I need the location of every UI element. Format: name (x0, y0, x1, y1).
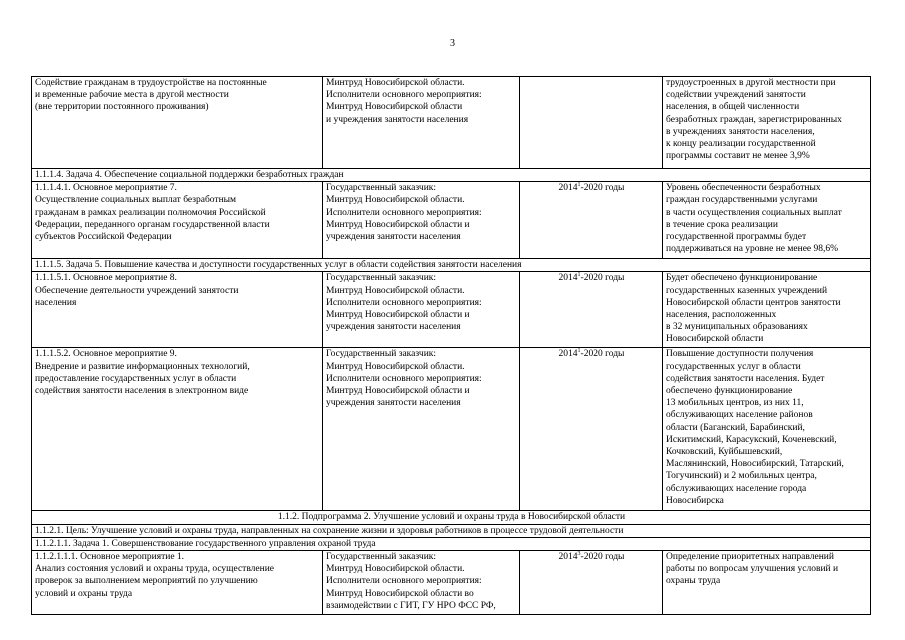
table-row (32, 272, 871, 348)
activity-cell: 1.1.2.1.1.1. Основное мероприятие 1. Анализ состояния условий и охраны труда, осуществление проверок за выполнением мероприятий по улучшению условий и охраны труда (32, 551, 323, 615)
executor-cell: Государственный заказчик: Минтруд Новосибирской области. Исполнители основного мероприятия: Минтруд Новосибирской области во взаимодействии с ГИТ, ГУ НРО ФСС РФ, (323, 551, 520, 615)
table-row (32, 348, 871, 511)
task-heading: 1.1.1.5. Задача 5. Повышение качества и доступности государственных услуг в области содействия занятости населения (32, 259, 871, 272)
executor-cell: Государственный заказчик: Минтруд Новосибирской области. Исполнители основного мероприятия: Минтруд Новосибирской области и учреждения занятости населения (323, 272, 520, 348)
period-cell (520, 77, 663, 169)
executor-cell: Минтруд Новосибирской области. Исполнители основного мероприятия: Минтруд Новосибирской области и учреждения занятости населения (323, 77, 520, 169)
section-row (32, 511, 871, 524)
table-row (32, 551, 871, 615)
section-row (32, 169, 871, 182)
result-cell: трудоустроенных в другой местности при содействии учреждений занятости населения, в общей численности безработных граждан, зарегистрированных в учреждениях занятости населения, к концу реализации государственной программы составит не менее 3,9% (663, 77, 871, 169)
page-number: 3 (450, 38, 455, 49)
result-cell: Повышение доступности получения государственных услуг в области содействия занятости населения. Будет обеспечено функционирование 13 мобильных центров, из них 11, обслуживающих население районов области (Баганский, Барабинский, Искитимский, Карасукский, Коченевский, Кочковский, Куйбышевский, Маслянинский, Новосибирский, Татарский, Тогучинский) и 2 мобильных центра, обслуживающих население города Новосибирска (663, 348, 871, 511)
section-row (32, 524, 871, 537)
period-cell: 2014$^1$-2020 годы (520, 272, 663, 348)
activity-cell: 1.1.1.5.2. Основное мероприятие 9. Внедрение и развитие информационных технологий, предоставление государственных услуг в области содействия занятости населения в электронном виде (32, 348, 323, 511)
task-heading: 1.1.1.4. Задача 4. Обеспечение социальной поддержки безработных граждан (32, 169, 871, 182)
result-cell: Будет обеспечено функционирование государственных казенных учреждений Новосибирской области центров занятости населения, расположенных в 32 муниципальных образованиях Новосибирской области (663, 272, 871, 348)
table-row (32, 77, 871, 169)
activity-cell: Содействие гражданам в трудоустройстве на постоянные и временные рабочие места в другой местности (вне территории постоянного проживания) (32, 77, 323, 169)
executor-cell: Государственный заказчик: Минтруд Новосибирской области. Исполнители основного мероприятия: Минтруд Новосибирской области и учреждения занятости населения (323, 348, 520, 511)
table-row (32, 182, 871, 259)
activity-cell: 1.1.1.4.1. Основное мероприятие 7. Осуществление социальных выплат безработным гражданам в рамках реализации полномочия Российской Федерации, переданного органам государственной власти субъектов Российской Федерации (32, 182, 323, 259)
period-cell: 2014$^1$-2020 годы (520, 182, 663, 259)
goal-heading: 1.1.2.1. Цель: Улучшение условий и охраны труда, направленных на сохранение жизни и здоровья работников в процессе трудовой деятельности (32, 524, 871, 537)
activity-cell: 1.1.1.5.1. Основное мероприятие 8. Обеспечение деятельности учреждений занятости населения (32, 272, 323, 348)
result-cell: Уровень обеспеченности безработных граждан государственными услугами в части осуществления социальных выплат в течение срока реализации государственной программы будет поддерживаться на уровне не менее 98,6% (663, 182, 871, 259)
task-heading: 1.1.2.1.1. Задача 1. Совершенствование государственного управления охраной труда (32, 537, 871, 550)
section-row (32, 259, 871, 272)
subprogram-heading: 1.1.2. Подпрограмма 2. Улучшение условий и охраны труда в Новосибирской области (32, 511, 871, 524)
period-cell: 2014$^1$-2020 годы (520, 348, 663, 511)
program-table (31, 76, 871, 615)
executor-cell: Государственный заказчик: Минтруд Новосибирской области. Исполнители основного мероприятия: Минтруд Новосибирской области и учреждения занятости населения (323, 182, 520, 259)
section-row (32, 537, 871, 550)
period-cell: 2014$^3$-2020 годы (520, 551, 663, 615)
result-cell: Определение приоритетных направлений работы по вопросам улучшения условий и охраны труда (663, 551, 871, 615)
